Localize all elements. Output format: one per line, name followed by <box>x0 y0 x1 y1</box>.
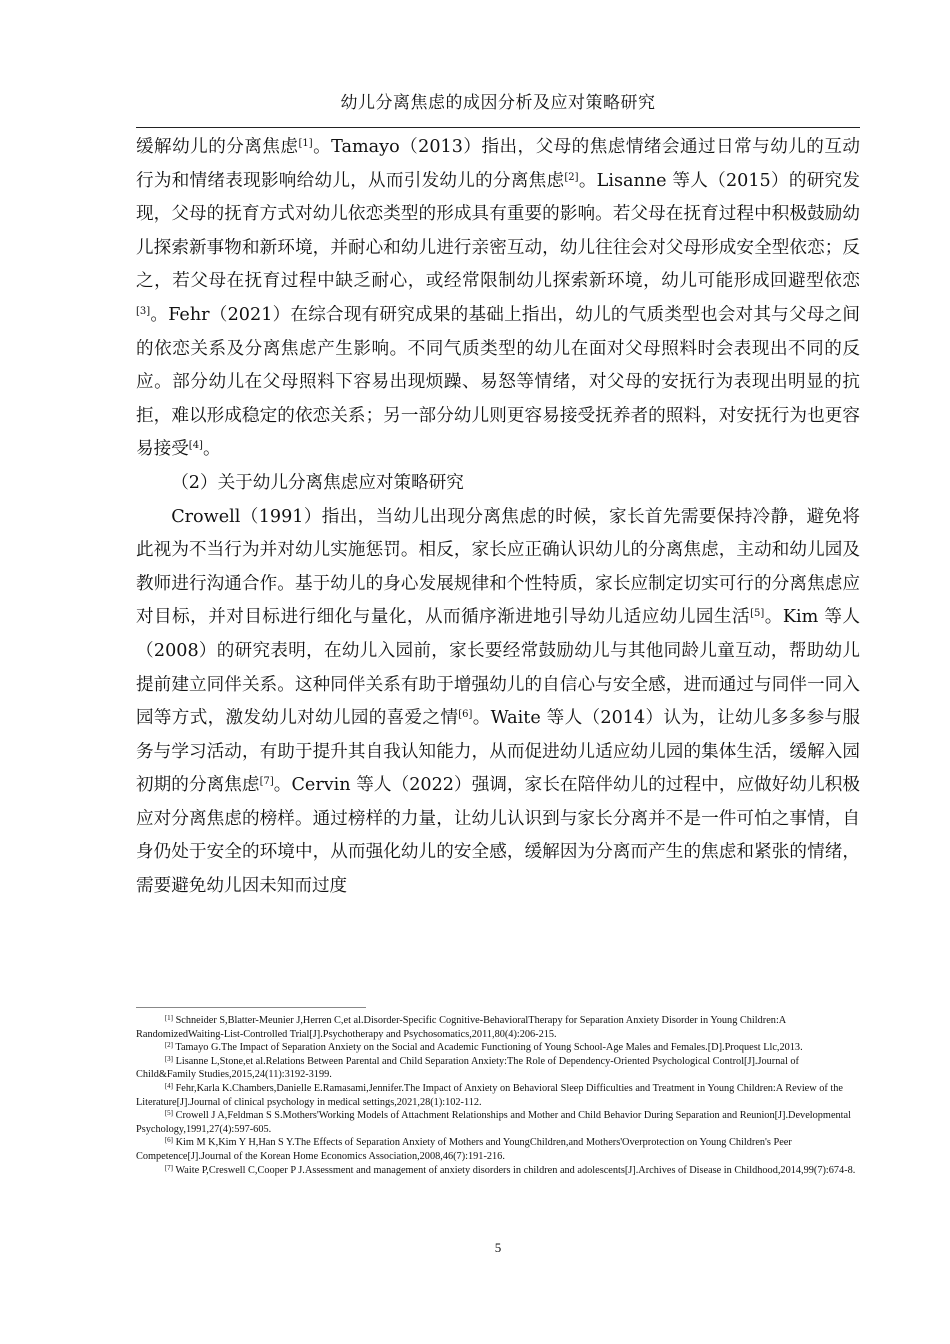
footnote-marker: [7] <box>164 1163 173 1172</box>
footnote-text: Crowell J A,Feldman S S.Mothers'Working Models of Attachment Relationships and Mother and Child Behavior During Separation and Reunion[J].Developmental Psychology,1991,27(4):597-605. <box>136 1110 851 1135</box>
running-header: 幼儿分离焦虑的成因分析及应对策略研究 <box>340 93 656 113</box>
paragraph-continued <box>136 131 860 467</box>
header-rule <box>136 127 860 128</box>
citation-marker: [1] <box>298 138 313 149</box>
citation-marker: [5] <box>750 608 765 620</box>
footnote-marker: [3] <box>164 1054 173 1063</box>
text-run: 。Kim 等人（2008）的研究表明，在幼儿入园前，家长要经常鼓励幼儿与其他同龄儿童互动，帮助幼儿提前建立同伴关系。这种同伴关系有助于增强幼儿的自信心与安全感，进而通过与同伴一同入园等方式，激发幼儿对幼儿园的喜爱之情 <box>136 607 860 729</box>
footnote <box>136 1014 860 1041</box>
footnote-text: Schneider S,Blatter-Meunier J,Herren C,et al.Disorder-Specific Cognitive-BehavioralTherapy for Separation Anxiety Disorder in Young Children:A RandomizedWaiting-List-Controlled Trial[J].Psychotherapy and Psychosomatics,2011,80(4):206-215. <box>136 1015 786 1040</box>
text-run: Crowell（1991）指出，当幼儿出现分离焦虑的时候，家长首先需要保持冷静，避免将此视为不当行为并对幼儿实施惩罚。相反，家长应正确认识幼儿的分离焦虑，主动和幼儿园及教师进行沟通合作。基于幼儿的身心发展规律和个性特质，家长应制定切实可行的分离焦虑应对目标，并对目标进行细化与量化，从而循序渐进地引导幼儿适应幼儿园生活 <box>136 506 860 628</box>
footnotes <box>136 1014 860 1177</box>
paragraph <box>136 501 860 904</box>
footnote-text: Tamayo G.The Impact of Separation Anxiety on the Social and Academic Functioning of Young School-Age Males and Females.[D].Proquest Llc,2013. <box>173 1042 803 1054</box>
footnote-marker: [2] <box>164 1041 173 1050</box>
footnote-marker: [5] <box>164 1109 173 1118</box>
footnote <box>136 1109 860 1136</box>
footnote <box>136 1055 860 1082</box>
footnote <box>136 1164 860 1178</box>
text-run: 缓解幼儿的分离焦虑 <box>136 137 299 157</box>
footnote <box>136 1082 860 1109</box>
footnote <box>136 1041 860 1055</box>
footnote-text: Kim M K,Kim Y H,Han S Y.The Effects of Separation Anxiety of Mothers and YoungChildren,and Mothers'Overprotection on Young Children's Peer Competence[J].Journal of the Korean Home Economics Association,2008,46(7):191-216. <box>136 1137 792 1162</box>
citation-marker: [3] <box>136 305 151 317</box>
footnote-rule <box>136 1007 366 1008</box>
citation-marker: [7] <box>259 776 274 788</box>
footnote-text: Lisanne L,Stone,et al.Relations Between Parental and Child Separation Anxiety:The Role of Dependency-Oriented Psychological Control[J].Journal of Child&Family Studies,2015,24(11):3192-3199. <box>136 1055 799 1081</box>
text-run: 。Lisanne 等人（2015）的研究发现，父母的抚育方式对幼儿依恋类型的形成具有重要的影响。若父母在抚育过程中积极鼓励幼儿探索新事物和新环境，并耐心和幼儿进行亲密互动，幼儿往往会对父母形成安全型依恋；反之，若父母在抚育过程中缺乏耐心，或经常限制幼儿探索新环境，幼儿可能形成回避型依恋 <box>136 170 860 292</box>
section-heading: （2）关于幼儿分离焦虑应对策略研究 <box>171 472 464 493</box>
text-run: 。Waite 等人（2014）认为，让幼儿多多参与服务与学习活动，有助于提升其自我认知能力，从而促进幼儿适应幼儿园的集体生活，缓解入园初期的分离焦虑 <box>136 708 860 796</box>
text-run: 。Cervin 等人（2022）强调，家长在陪伴幼儿的过程中，应做好幼儿积极应对分离焦虑的榜样。通过榜样的力量，让幼儿认识到与家长分离并不是一件可怕之事情，自身仍处于安全的环境中，从而强化幼儿的安全感，缓解因为分离而产生的焦虑和紧张的情绪，需要避免幼儿因未知而过度 <box>136 775 860 897</box>
page-number: 5 <box>494 1240 502 1255</box>
text-run: 。 <box>202 439 221 460</box>
footnote-marker: [6] <box>164 1136 173 1145</box>
footnote-marker: [4] <box>164 1081 173 1090</box>
body-text <box>136 131 860 904</box>
text-run: 。Fehr（2021）在综合现有研究成果的基础上指出，幼儿的气质类型也会对其与父母之间的依恋关系及分离焦虑产生影响。不同气质类型的幼儿在面对父母照料时会表现出不同的反应。部分幼儿在父母照料下容易出现烦躁、易怒等情绪，对父母的安抚行为表现出明显的抗拒，难以形成稳定的依恋关系；另一部分幼儿则更容易接受抚养者的照料，对安抚行为也更容易接受 <box>136 304 860 460</box>
footnote-marker: [1] <box>164 1014 173 1022</box>
footnote-text: Fehr,Karla K.Chambers,Danielle E.Ramasami,Jennifer.The Impact of Anxiety on Behavioral Sleep Difficulties and Treatment in Young Children:A Review of the Literature[J].Journal of clinical psychology in medical settings,2021,28(1):102-112. <box>136 1082 843 1108</box>
footnote-text: Waite P,Creswell C,Cooper P J.Assessment and management of anxiety disorders in children and adolescents[J].Archives of Disease in Childhood,2014,99(7):674-8. <box>173 1164 856 1176</box>
citation-marker: [2] <box>564 171 579 183</box>
text-run: 。Tamayo（2013）指出，父母的焦虑情绪会通过日常与幼儿的互动行为和情绪表现影响给幼儿，从而引发幼儿的分离焦虑 <box>136 137 860 191</box>
footnote <box>136 1136 860 1163</box>
citation-marker: [4] <box>188 440 203 452</box>
citation-marker: [6] <box>458 709 473 721</box>
